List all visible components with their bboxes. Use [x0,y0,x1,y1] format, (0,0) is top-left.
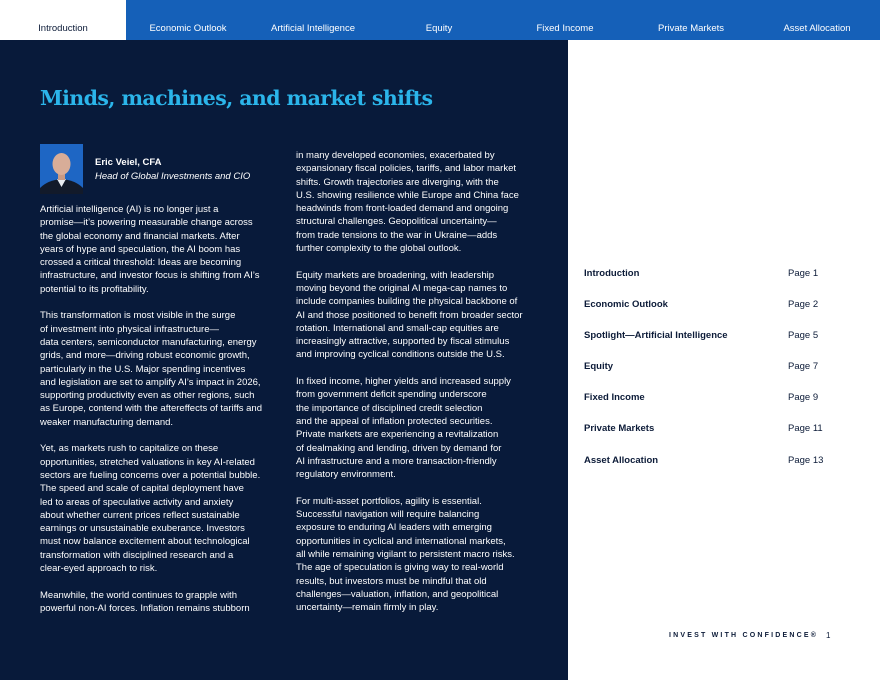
toc-item-private-markets[interactable] [584,423,854,454]
toc-item-asset-allocation[interactable] [584,455,854,486]
page-title: Minds, machines, and market shifts [40,86,433,110]
toc-page: Page 13 [788,454,824,466]
toc-label: Private Markets [584,423,655,435]
top-nav [0,0,880,40]
paragraph: in many developed economies, exacerbated by expansionary fiscal policies, tariffs, and labor market shifts. Growth trajectories are diverging, with the U.S. showing resilience while Europe and China face headwinds from front-loaded demand and ongoing structural challenges. Geopolitical uncertainty— from trade tensions to the war in Ukraine—adds further complexity to the global outlook. [296,150,519,255]
author-name: Eric Veiel, CFA [95,157,162,168]
tab-asset-allocation[interactable]: Asset Allocation [783,23,851,34]
author-role: Head of Global Investments and CIO [95,171,251,182]
toc-item-spotlight-ai[interactable] [584,330,854,361]
author-photo-icon [40,144,83,194]
tab-introduction[interactable]: Introduction [0,0,126,40]
toc-page: Page 9 [788,392,819,404]
paragraph: Artificial intelligence (AI) is no longer just a promise—it’s powering measurable change across the global economy and financial markets. After years of hype and speculation, the AI boom has crossed a critical threshold: Ideas are becoming infrastructure, and investor focus is shifting from AI’s potential to its profitability. [40,204,260,295]
article-column-2 [296,149,542,614]
tab-artificial-intelligence[interactable]: Artificial Intelligence [271,23,355,34]
toc-item-economic-outlook[interactable] [584,299,854,330]
toc-item-equity[interactable] [584,361,854,392]
tab-private-markets[interactable]: Private Markets [658,23,724,34]
paragraph: This transformation is most visible in the surge of investment into physical infrastructure— data centers, semiconductor manufacturing, energy grids, and more—driving robust economic growth, particularly in the U.S. Major spending incentives and legislation are set to amplify AI’s impact in 2026, supporting productivity even as other regions, such as Europe, contend with the aftereffects of tariffs and weaker manufacturing demand. [40,310,262,428]
toc-page: Page 7 [788,361,819,373]
toc-page: Page 2 [788,299,819,311]
tab-fixed-income[interactable]: Fixed Income [536,23,594,34]
paragraph: Yet, as markets rush to capitalize on these opportunities, stretched valuations in key AI-related sectors are fueling concerns over a potential bubble. The speed and scale of capital deployment have led to areas of speculative activity and anxiety about whether current prices reflect sustainable earnings or unsustainable exuberance. Investors must now balance excitement about technological transformation with disciplined research and a clear-eyed approach to risk. [40,443,261,575]
footer-tagline: INVEST WITH CONFIDENCE® [669,632,819,639]
toc-page: Page 5 [788,330,819,342]
toc-page: Page 11 [788,423,823,435]
page-number: 1 [826,631,831,640]
avatar [40,144,83,194]
toc-label: Spotlight—Artificial Intelligence [584,330,728,342]
paragraph: Meanwhile, the world continues to grapple with powerful non-AI forces. Inflation remains stubborn [40,589,250,614]
toc-label: Equity [584,361,614,373]
toc-item-introduction[interactable] [584,268,854,299]
paragraph: In fixed income, higher yields and increased supply from government deficit spending underscore the importance of disciplined credit selection and the appeal of inflation protected securities. Private markets are experiencing a revitalization of dealmaking and lending, driven by demand for AI infrastructure and a more transaction-friendly regulatory environment. [296,376,511,481]
author-block [40,144,280,194]
toc-item-fixed-income[interactable] [584,392,854,423]
toc-label: Economic Outlook [584,299,668,311]
toc-label: Asset Allocation [584,454,659,466]
toc-label: Introduction [584,268,640,279]
tab-equity[interactable]: Equity [425,23,453,34]
article-column-1 [40,203,282,615]
toc-label: Fixed Income [584,392,645,404]
table-of-contents [584,268,854,486]
toc-page: Page 1 [788,268,819,279]
tab-economic-outlook[interactable]: Economic Outlook [149,23,227,34]
paragraph: For multi-asset portfolios, agility is essential. Successful navigation will require balancing exposure to enduring AI leaders with emerging opportunities in cyclical and international markets, all while remaining vigilant to persistent macro risks. The age of speculation is giving way to real-world results, but investors must be mindful that old challenges—valuation, inflation, and geopolitical uncertainty—remain firmly in play. [296,495,515,614]
paragraph: Equity markets are broadening, with leadership moving beyond the original AI mega-cap names to include companies building the physical backbone of AI and those positioned to benefit from broader sector rotation. International and small-cap equities are increasingly attractive, supported by fiscal stimulus and improving cyclical conditions outside the U.S. [296,269,523,361]
